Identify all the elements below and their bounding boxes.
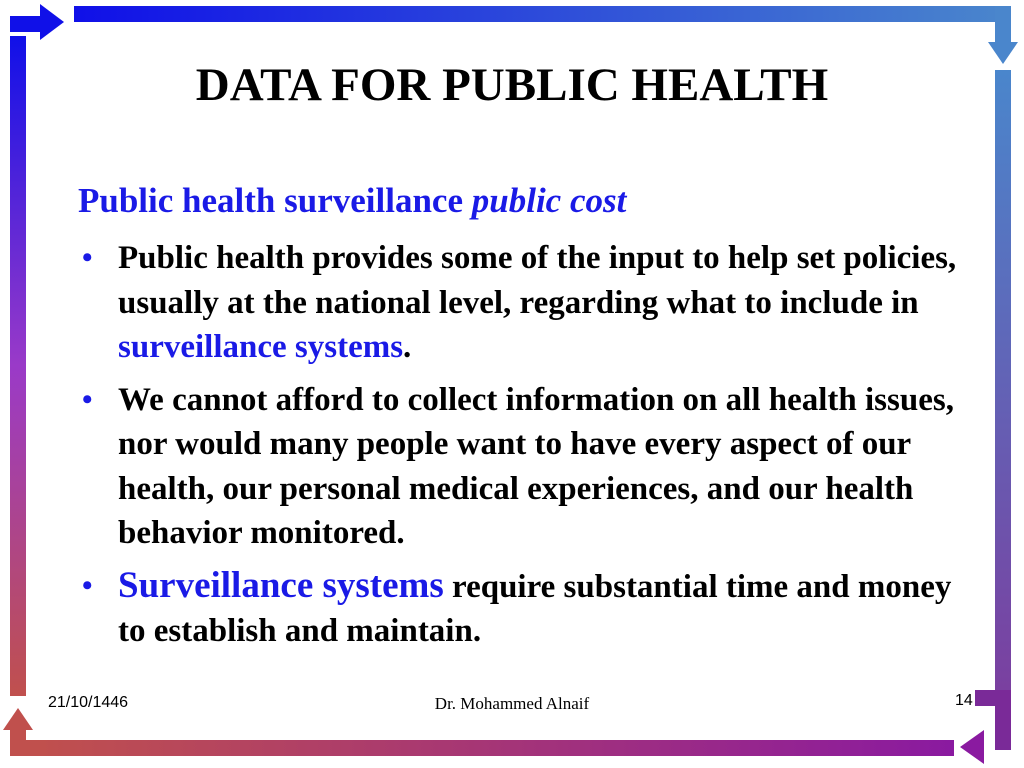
arrow-right-icon xyxy=(40,4,64,40)
subheading xyxy=(78,181,626,221)
footer-date: 21/10/1446 xyxy=(48,694,129,711)
page-number: 14 xyxy=(955,692,973,709)
bullet-text: Public health provides some of the input to help set policies, usually at the national level, regarding what to include in xyxy=(118,240,957,321)
slide-title: DATA FOR PUBLIC HEALTH xyxy=(195,59,829,111)
frame-bottom-bar xyxy=(36,740,954,756)
bullet-icon: • xyxy=(82,241,93,274)
frame-bottom-left-horizontal xyxy=(10,740,46,756)
bullet-item xyxy=(78,236,958,370)
surveillance-systems-link[interactable]: surveillance systems xyxy=(118,329,404,365)
footer-author: Dr. Mohammed Alnaif xyxy=(434,694,590,713)
bullet-item xyxy=(78,564,958,654)
frame-top-bar xyxy=(74,6,1008,22)
frame-right-bar xyxy=(995,70,1011,690)
bullet-text-end: . xyxy=(403,329,412,365)
arrow-left-icon xyxy=(960,730,984,764)
frame-top-right-elbow xyxy=(995,6,1011,46)
bullet-item xyxy=(78,378,958,556)
bullet-list xyxy=(78,236,958,654)
surveillance-systems-link[interactable]: Surveillance systems xyxy=(118,564,444,606)
frame-left-bar xyxy=(10,36,26,696)
subheading-italic: public cost xyxy=(471,181,627,220)
subheading-main: Public health surveillance xyxy=(78,181,463,220)
bullet-icon: • xyxy=(82,382,93,416)
bullet-text: require substantial time and money to establish and maintain. xyxy=(118,568,952,649)
bullet-text: We cannot afford to collect information on all health issues, nor would many people want to have every aspect of our health, our personal medical experiences, and our health behavior monitored. xyxy=(118,381,954,551)
bullet-icon: • xyxy=(82,568,93,602)
